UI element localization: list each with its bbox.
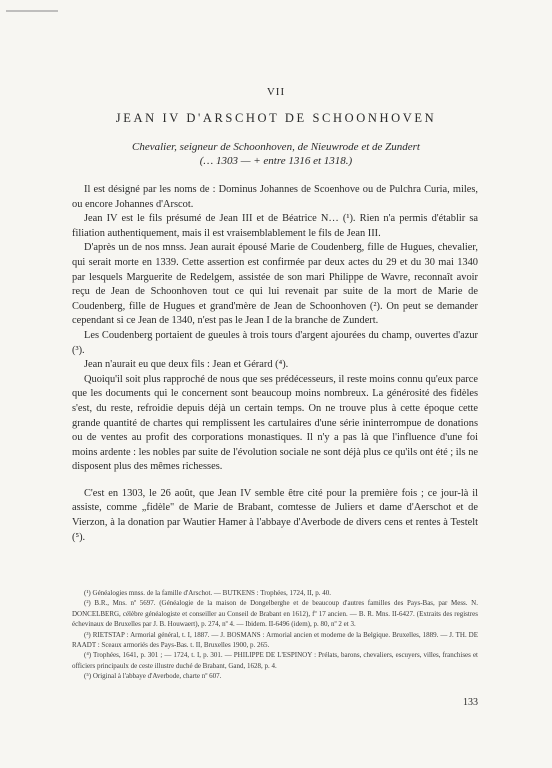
paragraph: Jean IV est le fils présumé de Jean III et de Béatrice N… (¹). Rien n'a permis d'établir sa filiation authentiquement, mais il est vraisemblablement le fils de Jean III.: [72, 213, 478, 239]
paragraph: D'après un de nos mnss. Jean aurait épousé Marie de Coudenberg, fille de Hugues, chevalier, qui serait morte en 1339. Cette assertion est confirmée par deux actes du 29 et du 30 mai 1340 par lesquels Marguerite de Redelgem, assistée de son mari Philippe de Wavre, reconnaît avoir reçu de Jean de Schoonhoven tout ce qui lui revenait par suite de la mort de Marie de Coudenberg, fille de Hugues et grand'mère de Jean de Schoonhoven (²). On peut se demander cependant si ce Jean de 1340, n'est pas le Jean I de la branche de Zundert.: [72, 242, 478, 327]
body-text: [72, 183, 478, 545]
scan-artifact-mark: [6, 10, 58, 12]
chapter-subtitle: [0, 140, 552, 168]
paragraph: Jean n'aurait eu que deux fils : Jean et Gérard (⁴).: [84, 359, 289, 371]
footnote: (⁴) Trophées, 1641, p. 301 ; — 1724, t. I, p. 301. — PHILIPPE DE L'ESPINOY : Prélats, barons, chevaliers, escuyers, villes, franchises et officiers principaulx de ceste illustre duché de Brabant, Gand, 1628, p. 4.: [72, 651, 478, 670]
paragraph: C'est en 1303, le 26 août, que Jean IV semble être cité pour la première fois ; ce jour-là il assiste, comme „fidèle" de Marie de Brabant, comtesse de Juliers et dame d'Aerschot et de Vierzon, à la donation par Wautier Hamer à l'abbaye d'Averbode de divers cens et rentes à Testelt (⁵).: [72, 487, 478, 543]
paragraph: Les Coudenberg portaient de gueules à trois tours d'argent ajourées du champ, ouvertes d'azur (³).: [72, 329, 478, 356]
footnotes: [72, 588, 478, 682]
footnote: (⁵) Original à l'abbaye d'Averbode, charte nº 607.: [84, 672, 222, 681]
paragraph: Il est désigné par les noms de : Dominus Johannes de Scoenhove ou de Pulchra Curia, miles, ou encore Johannes d'Arscot.: [72, 184, 478, 210]
footnote: (¹) Généalogies mnss. de la famille d'Arschot. — BUTKENS : Trophées, 1724, II, p. 40.: [84, 589, 331, 597]
subtitle-dates: (… 1303 — + entre 1316 et 1318.): [199, 155, 353, 167]
footnote: (²) B.R., Mns. nº 5697. (Généalogie de la maison de Dongelberghe et de beaucoup d'autres familles des Pays-Bas, par Mess. N. DONCELBERG, célèbre généalogiste et conseiller au Conseil de Brabant en 1612), fº 17 ancien. — B. R. Mns. II-6427. (Extraits des registres échevinaux de Bruxelles par J. B. Houwaert), p. 274, nº 4. — Ibidem. II-6496 (idem), p. 80, nº 2 et 3.: [72, 599, 478, 629]
chapter-title: JEAN IV D'ARSCHOT DE SCHOONHOVEN: [115, 111, 437, 125]
page-number: 133: [463, 697, 478, 708]
subtitle-line: Chevalier, seigneur de Schoonhoven, de Nieuwrode et de Zundert: [132, 141, 420, 153]
chapter-number: VII: [266, 86, 286, 98]
footnote: (³) RIETSTAP : Armorial général, t. I, 1887. — J. BOSMANS : Armorial ancien et moderne de la Belgique. Bruxelles, 1889. — J. TH. DE RAADT : Sceaux armoriés des Pays-Bas. t. II, Bruxelles 1900, p. 265.: [72, 630, 478, 650]
paragraph: Quoiqu'il soit plus rapproché de nous que ses prédécesseurs, il reste moins connu qu'eux parce que les documents qui le concernent sont beaucoup moins nombreux. La générosité des fidèles s'est, du reste, refroidie depuis déjà un certain temps. On ne trouve plus à cette époque cette grande quantité de chartes qui remplissent les cartulaires d'une série ininterrompue de donations ou de ventes au profit des corporations monastiques. Il n'y a pas là que l'influence d'une foi moins ardente : les nobles par suite de l'évolution sociale ne sont déjà plus ce qu'ils ont été ; ils ne disposent plus des mêmes richesses.: [72, 373, 479, 473]
